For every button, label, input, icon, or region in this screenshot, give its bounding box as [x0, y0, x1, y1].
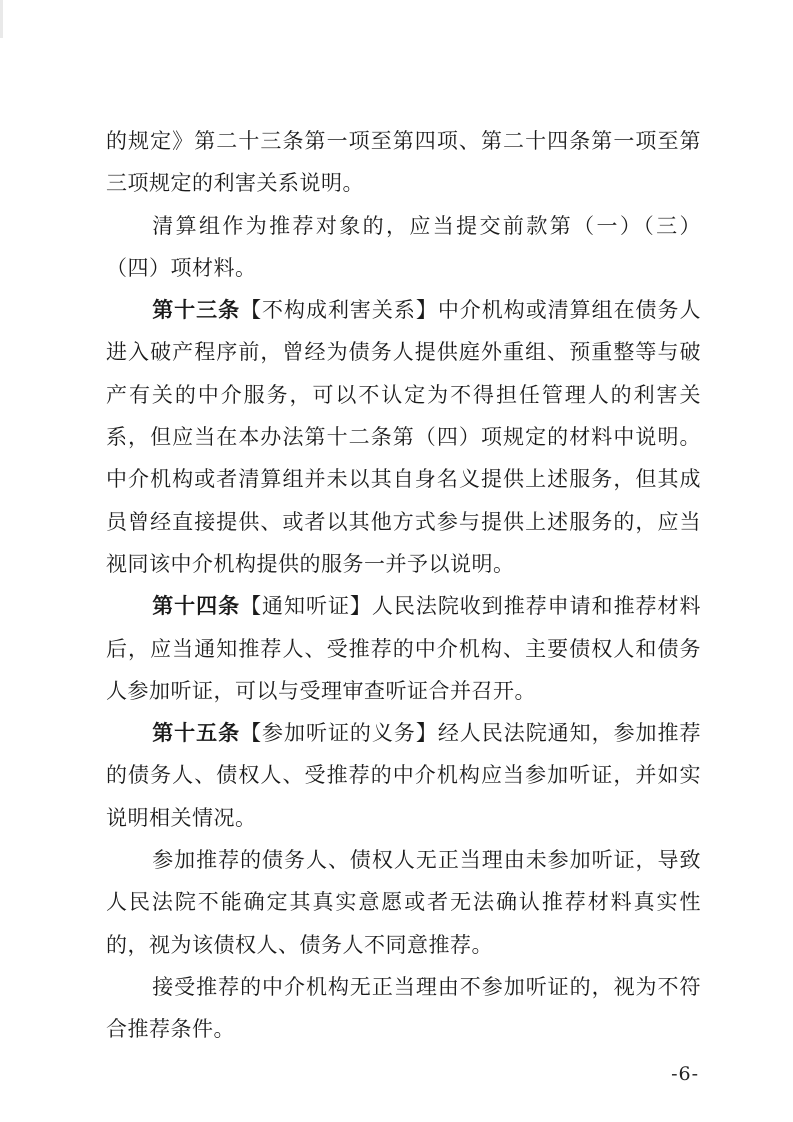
paragraph-text: 【参加听证的义务】经人民法院通知，参加推荐的债务人、债权人、受推荐的中介机构应当参加听证，并如实说明相关情况。 — [106, 721, 702, 830]
page-number: -6- — [671, 1063, 699, 1085]
paragraph-text: 的规定》第二十三条第一项至第四项、第二十四条第一项至第三项规定的利害关系说明。 — [106, 129, 701, 196]
paragraph-text: 接受推荐的中介机构无正当理由不参加听证的，视为不符合推荐条件。 — [106, 974, 701, 1042]
document-body — [106, 120, 701, 1051]
article-15 — [106, 712, 701, 839]
article-heading: 第十五条 — [152, 721, 241, 746]
paragraph-text: 参加推荐的债务人、债权人无正当理由未参加听证，导致人民法院不能确定其真实意愿或者无法确认推荐材料真实性的，视为该债权人、债务人不同意推荐。 — [106, 848, 701, 957]
article-13 — [106, 289, 701, 585]
article-heading: 第十三条 — [152, 298, 241, 323]
paragraph-liquidation-group — [106, 205, 701, 290]
paragraph-text: 清算组作为推荐对象的，应当提交前款第（一）（三）（四）项材料。 — [106, 213, 701, 280]
article-heading: 第十四条 — [152, 594, 241, 619]
paragraph-continuation — [106, 120, 701, 205]
article-14 — [106, 585, 701, 712]
paragraph-absent-agency — [106, 966, 701, 1051]
page-edge-mark — [0, 0, 3, 38]
paragraph-text: 【不构成利害关系】中介机构或清算组在债务人进入破产程序前，曾经为债务人提供庭外重组、预重整等与破产有关的中介服务，可以不认定为不得担任管理人的利害关系，但应当在本办法第十二条第（四）项规定的材料中说明。中介机构或者清算组并未以其自身名义提供上述服务，但其成员曾经直接提供、或者以其他方式参与提供上述服务的，应当视同该中介机构提供的服务一并予以说明。 — [106, 298, 702, 576]
paragraph-absent-parties — [106, 839, 701, 966]
paragraph-text: 【通知听证】人民法院收到推荐申请和推荐材料后，应当通知推荐人、受推荐的中介机构、主要债权人和债务人参加听证，可以与受理审查听证合并召开。 — [106, 594, 702, 703]
